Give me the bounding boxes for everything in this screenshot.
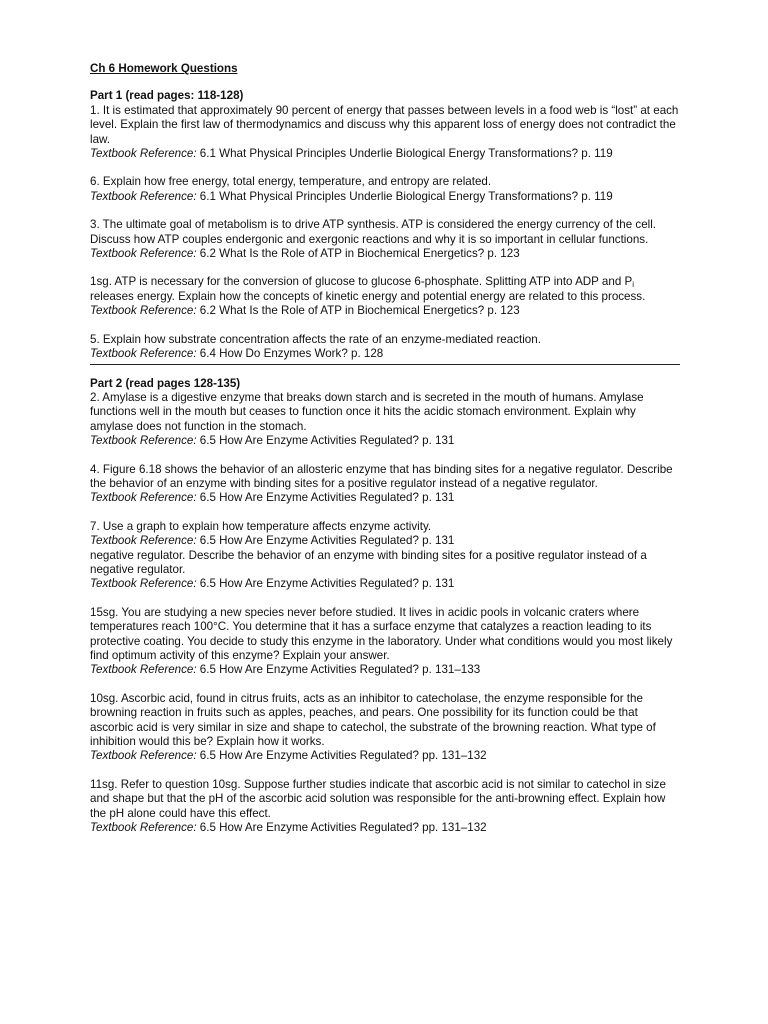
question-3-text: 3. The ultimate goal of metabolism is to drive ATP synthesis. ATP is considered the energy currency of the cell. Discuss how ATP couples endergonic and exergonic reactions and why it is so important in cellular functions. (90, 218, 657, 246)
question-7-extra-text: negative regulator. Describe the behavior of an enzyme with binding sites for a positive regulator instead of a negative regulator. (90, 548, 647, 576)
question-1 (90, 104, 680, 162)
question-10sg (90, 692, 680, 764)
document-page (90, 62, 680, 849)
question-3 (90, 218, 680, 261)
question-1sg-text-part-b: releases energy. Explain how the concepts of kinetic energy and potential energy are related to this process. (90, 289, 646, 303)
reference-text: 6.1 What Physical Principles Underlie Biological Energy Transformations? p. 119 (199, 147, 613, 161)
reference-text: 6.2 What Is the Role of ATP in Biochemical Energetics? p. 123 (199, 247, 520, 261)
question-5 (90, 333, 680, 362)
reference-text: 6.4 How Do Enzymes Work? p. 128 (199, 347, 384, 361)
question-7-reference (90, 534, 680, 548)
reference-label: Textbook Reference: (90, 749, 197, 763)
reference-text: 6.5 How Are Enzyme Activities Regulated? p. 131–133 (199, 663, 481, 677)
question-2-reference (90, 434, 680, 448)
question-2-text: 2. Amylase is a digestive enzyme that breaks down starch and is secreted in the mouth of humans. Amylase functions well in the mouth but ceases to function once it hits the acidic stomach environment. Explain why amylase does not function in the stomach. (90, 390, 644, 433)
question-2 (90, 391, 680, 449)
reference-label: Textbook Reference: (90, 434, 197, 448)
part-2-heading: Part 2 (read pages 128-135) (90, 376, 241, 390)
question-1-reference (90, 147, 680, 161)
question-1sg (90, 275, 680, 318)
question-4-text: 4. Figure 6.18 shows the behavior of an allosteric enzyme that has binding sites for a negative regulator. Describe the behavior of an enzyme with binding sites for a positive regulator instead of a negative regulator. (90, 462, 673, 490)
question-11sg (90, 778, 680, 836)
question-6-text: 6. Explain how free energy, total energy, temperature, and entropy are related. (90, 175, 492, 189)
question-1-text: 1. It is estimated that approximately 90 percent of energy that passes between levels in a food web is “lost” at each level. Explain the first law of thermodynamics and discuss why this apparent loss of energy does not contradict the law. (90, 103, 679, 146)
question-7 (90, 520, 680, 592)
reference-text: 6.5 How Are Enzyme Activities Regulated? pp. 131–132 (199, 749, 487, 763)
question-6 (90, 175, 680, 204)
reference-label: Textbook Reference: (90, 347, 197, 361)
question-7-text: 7. Use a graph to explain how temperature affects enzyme activity. (90, 519, 432, 533)
reference-label: Textbook Reference: (90, 577, 197, 591)
question-6-reference (90, 190, 680, 204)
question-5-text: 5. Explain how substrate concentration affects the rate of an enzyme-mediated reaction. (90, 332, 541, 346)
question-1sg-reference (90, 304, 680, 318)
reference-label: Textbook Reference: (90, 534, 197, 548)
reference-label: Textbook Reference: (90, 663, 197, 677)
question-11sg-text: 11sg. Refer to question 10sg. Suppose further studies indicate that ascorbic acid is not similar to catechol in size and shape but that the pH of the ascorbic acid solution was responsible for the anti-browning effect. Explain how the pH alone could have this effect. (90, 777, 666, 820)
question-11sg-reference (90, 821, 680, 835)
question-15sg-reference (90, 663, 680, 677)
reference-label: Textbook Reference: (90, 304, 197, 318)
reference-label: Textbook Reference: (90, 189, 197, 203)
reference-text: 6.2 What Is the Role of ATP in Biochemical Energetics? p. 123 (199, 304, 520, 318)
reference-text: 6.5 How Are Enzyme Activities Regulated? pp. 131–132 (199, 821, 487, 835)
question-4-reference (90, 491, 680, 505)
reference-label: Textbook Reference: (90, 147, 197, 161)
reference-label: Textbook Reference: (90, 821, 197, 835)
reference-label: Textbook Reference: (90, 491, 197, 505)
question-10sg-reference (90, 749, 680, 763)
question-10sg-text: 10sg. Ascorbic acid, found in citrus fruits, acts as an inhibitor to catecholase, the enzyme responsible for the browning reaction in fruits such as apples, peaches, and pears. One possibility for its function could be that ascorbic acid is very similar in size and shape to catechol, the substrate of the browning reaction. What type of inhibition would this be? Explain how it works. (90, 691, 656, 749)
reference-text: 6.1 What Physical Principles Underlie Biological Energy Transformations? p. 119 (199, 189, 613, 203)
document-title: Ch 6 Homework Questions (90, 62, 238, 75)
part-1-heading: Part 1 (read pages: 118-128) (90, 89, 244, 103)
section-divider (90, 364, 680, 365)
reference-label: Textbook Reference: (90, 247, 197, 261)
reference-text: 6.5 How Are Enzyme Activities Regulated? p. 131 (199, 491, 455, 505)
reference-text: 6.5 How Are Enzyme Activities Regulated? p. 131 (199, 534, 455, 548)
question-5-reference (90, 347, 680, 361)
question-1sg-text (90, 275, 680, 304)
question-1sg-text-part-a: 1sg. ATP is necessary for the conversion of glucose to glucose 6-phosphate. Splitting ATP into ADP and P (90, 275, 633, 289)
question-4 (90, 463, 680, 506)
question-3-reference (90, 247, 680, 261)
question-15sg-text: 15sg. You are studying a new species never before studied. It lives in acidic pools in volcanic craters where temperatures reach 100°C. You determine that it has a surface enzyme that catalyzes a reaction leading to its protective coating. You decide to study this enzyme in the laboratory. Under what conditions would you most likely find optimum activity of this enzyme? Explain your answer. (90, 605, 673, 662)
reference-text: 6.5 How Are Enzyme Activities Regulated? p. 131 (199, 577, 455, 591)
question-15sg (90, 606, 680, 678)
subscript-i: i (632, 280, 635, 290)
reference-text: 6.5 How Are Enzyme Activities Regulated? p. 131 (199, 434, 455, 448)
question-7-extra-reference (90, 577, 680, 591)
